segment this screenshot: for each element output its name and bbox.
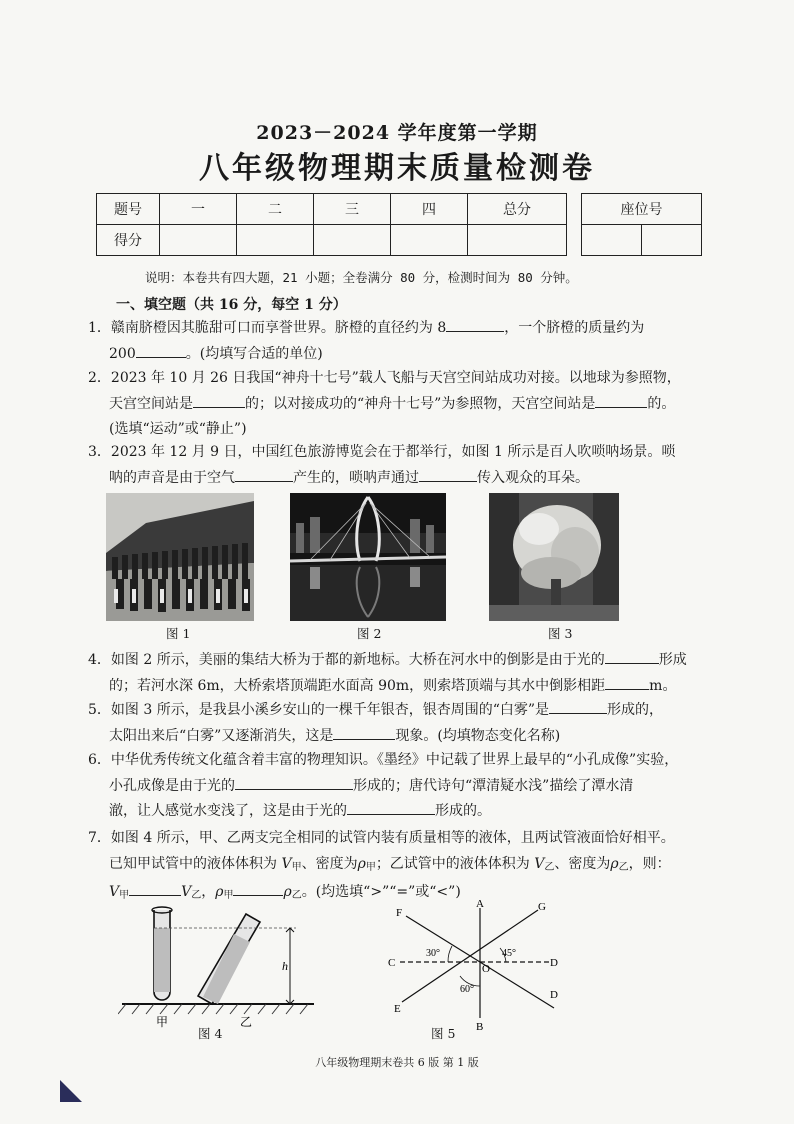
score-cell-4[interactable] <box>391 225 468 256</box>
label-yi: 乙 <box>240 1015 253 1029</box>
label-F: F <box>396 907 403 919</box>
col-2: 二 <box>237 194 314 225</box>
answer-blank[interactable] <box>549 698 607 714</box>
row-label-score: 得分 <box>97 225 160 256</box>
label-D-extra: D <box>550 989 558 1001</box>
figure-1-caption: 图 1 <box>166 626 191 641</box>
figure-5-ray-diagram <box>388 900 588 1032</box>
label-B: B <box>476 1021 484 1032</box>
answer-blank[interactable] <box>235 466 293 482</box>
label-G: G <box>538 901 546 913</box>
angle-30: 30° <box>426 948 440 959</box>
answer-blank[interactable] <box>136 342 186 358</box>
section-1-heading: 一、填空题（共 16 分，每空 1 分） <box>116 297 347 313</box>
col-3: 三 <box>314 194 391 225</box>
figure-1-suona-photo <box>106 493 254 621</box>
row-label-question: 题号 <box>97 194 160 225</box>
label-E: E <box>394 1003 401 1015</box>
answer-blank[interactable] <box>235 774 353 790</box>
seat-label: 座位号 <box>582 194 702 225</box>
answer-blank[interactable] <box>233 880 283 896</box>
label-A: A <box>476 900 484 910</box>
seat-cell-2[interactable] <box>642 225 702 256</box>
label-D: D <box>550 957 558 969</box>
seat-cell-1[interactable] <box>582 225 642 256</box>
question-7: 7．如图 4 所示，甲、乙两支完全相同的试管内装有质量相等的液体，且两试管液面恰好相平。 已知甲试管中的液体体积为 $V_甲$、密度为$\rho_甲$；乙试管中的液体体积为 $V_乙$、密度为$\rho_乙$，则： $V_甲$ $V_乙$，$\rho_甲$ $\rho_乙$。(均选填“>”“=”或“<”) <box>88 830 675 901</box>
figure-3-ginkgo-photo <box>489 493 619 621</box>
question-1: 1．赣南脐橙因其脆甜可口而享誉世界。脐橙的直径约为 8 ，一个脐橙的质量约为 200 。(均填写合适的单位) <box>88 316 708 367</box>
figure-4-test-tubes <box>118 900 318 1030</box>
score-cell-2[interactable] <box>237 225 314 256</box>
answer-blank[interactable] <box>446 316 504 332</box>
question-5: 5．如图 3 所示，是我县小溪乡安山的一棵千年银杏，银杏周围的“白雾”是 形成的， 太阳出来后“白雾”又逐渐消失，这是 现象。(均填物态变化名称) <box>88 698 708 749</box>
question-2: 2．2023 年 10 月 26 日我国“神舟十七号”载人飞船与天宫空间站成功对接。以地球为参照物， 天宫空间站是 的；以对接成功的“神舟十七号”为参照物，天宫空间站是 的。 (选填“运动”或“静止”) <box>88 370 681 437</box>
question-6: 6．中华优秀传统文化蕴含着丰富的物理知识。《墨经》中记载了世界上最早的“小孔成像”实验， 小孔成像是由于光的 形成的；唐代诗句“潭清疑水浅”描绘了潭水清 澈，让人感觉水变浅了，这是由于光的 形成的。 <box>88 752 679 819</box>
angle-60: 60° <box>460 984 474 995</box>
answer-blank[interactable] <box>193 392 245 408</box>
answer-blank[interactable] <box>333 724 395 740</box>
score-cell-total[interactable] <box>468 225 567 256</box>
figure-4-caption: 图 4 <box>198 1026 223 1041</box>
label-C: C <box>388 957 396 969</box>
col-total: 总分 <box>468 194 567 225</box>
answer-blank[interactable] <box>605 648 659 664</box>
exam-title: 八年级物理期末质量检测卷 <box>199 151 595 186</box>
answer-blank[interactable] <box>347 799 435 815</box>
col-4: 四 <box>391 194 468 225</box>
answer-blank[interactable] <box>419 466 477 482</box>
question-4: 4．如图 2 所示，美丽的集结大桥为于都的新地标。大桥在河水中的倒影是由于光的 形成 的；若河水深 6m，大桥索塔顶端距水面高 90m，则索塔顶端与其水中倒影相距 m。 <box>88 648 708 699</box>
figure-5-caption: 图 5 <box>431 1026 456 1041</box>
answer-blank[interactable] <box>605 674 649 690</box>
exam-instructions: 说明：本卷共有四大题，21 小题；全卷满分 80 分，检测时间为 80 分钟。 <box>145 270 578 285</box>
score-cell-3[interactable] <box>314 225 391 256</box>
question-3: 3．2023 年 12 月 9 日，中国红色旅游博览会在于都举行，如图 1 所示是百人吹唢呐场景。唢 呐的声音是由于空气 产生的，唢呐声通过 传入观众的耳朵。 <box>88 444 676 486</box>
label-O: O <box>482 963 490 975</box>
figure-3-caption: 图 3 <box>548 626 573 641</box>
figure-2-bridge-photo <box>290 493 446 621</box>
label-jia: 甲 <box>156 1015 169 1029</box>
label-h: h <box>282 959 288 973</box>
school-year: 2023－2024 学年度第一学期 <box>256 122 538 144</box>
page-footer: 八年级物理期末卷共 6 版 第 1 版 <box>315 1056 479 1069</box>
corner-mark-icon <box>60 1080 82 1102</box>
answer-blank[interactable] <box>129 880 181 896</box>
score-cell-1[interactable] <box>160 225 237 256</box>
col-1: 一 <box>160 194 237 225</box>
score-table <box>96 193 702 256</box>
answer-blank[interactable] <box>595 392 647 408</box>
angle-45: 45° <box>502 948 516 959</box>
figure-2-caption: 图 2 <box>357 626 382 641</box>
